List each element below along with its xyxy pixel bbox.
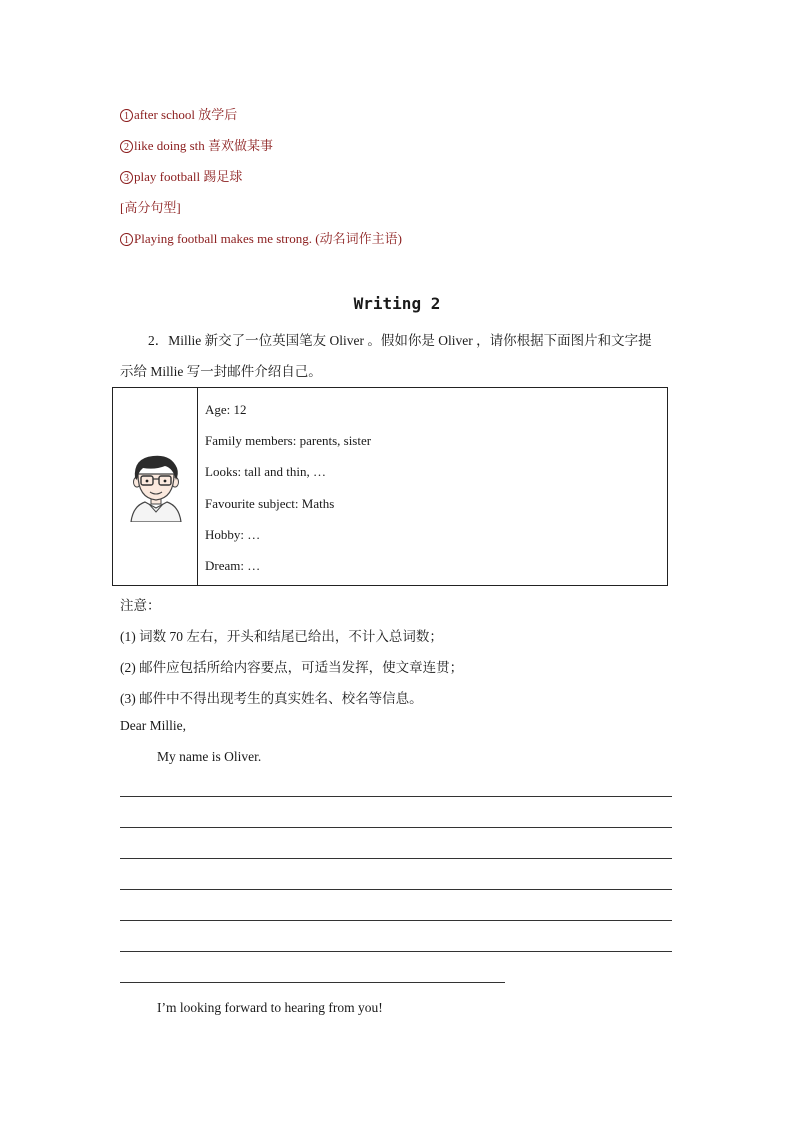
info-age: Age: 12 — [205, 402, 247, 417]
letter-greeting: Dear Millie, — [120, 718, 186, 733]
phrase-item-1 — [120, 104, 237, 123]
prompt-line-2: 示给 Millie 写一封邮件介绍自己。 — [120, 364, 322, 379]
number-circle: 2 — [120, 140, 133, 153]
info-subject: Favourite subject: Maths — [205, 495, 335, 511]
phrase-item-2 — [120, 135, 273, 154]
phrase-text: like doing sth 喜欢做某事 — [134, 138, 274, 153]
number-circle: 1 — [120, 109, 133, 122]
writing-line[interactable] — [120, 951, 672, 952]
note-2: (2) 邮件应包括所给内容要点，可适当发挥，使文章连贯； — [120, 660, 464, 675]
task-prompt — [120, 325, 675, 387]
info-looks: Looks: tall and thin, … — [205, 464, 326, 480]
info-hobby: Hobby: … — [205, 526, 261, 542]
page-title: Writing 2 — [353, 294, 441, 313]
phrase-item-3 — [120, 166, 242, 185]
info-details-cell — [198, 388, 668, 586]
sentence-text: Playing football makes me strong. (动名词作主语) — [134, 231, 402, 246]
writing-line[interactable] — [120, 827, 672, 828]
info-dream: Dream: … — [205, 557, 261, 573]
note-1: (1) 词数 70 左右，开头和结尾已给出，不计入总词数； — [120, 629, 443, 644]
prompt-line-1: 2．Millie 新交了一位英国笔友 Oliver 。假如你是 Oliver ，请你根据下面图片和文字提 — [148, 333, 652, 348]
notes-heading: 注意： — [120, 598, 161, 613]
key-sentence — [120, 228, 402, 247]
info-family: Family members: parents, sister — [205, 433, 372, 449]
section-label: [高分句型] — [120, 200, 181, 215]
info-table — [112, 387, 668, 586]
writing-line[interactable] — [120, 920, 672, 921]
number-circle: 3 — [120, 171, 133, 184]
boy-portrait-icon — [125, 454, 187, 522]
writing-line[interactable] — [120, 796, 672, 797]
letter-closing: I’m looking forward to hearing from you! — [157, 1000, 383, 1015]
writing-line[interactable] — [120, 858, 672, 859]
letter-opening: My name is Oliver. — [157, 749, 262, 764]
writing-line[interactable] — [120, 889, 672, 890]
number-circle: 1 — [120, 233, 133, 246]
portrait-cell — [113, 388, 198, 586]
writing-line[interactable] — [120, 982, 505, 983]
note-3: (3) 邮件中不得出现考生的真实姓名、校名等信息。 — [120, 691, 423, 706]
phrase-text: after school 放学后 — [134, 107, 238, 122]
phrase-text: play football 踢足球 — [134, 169, 243, 184]
